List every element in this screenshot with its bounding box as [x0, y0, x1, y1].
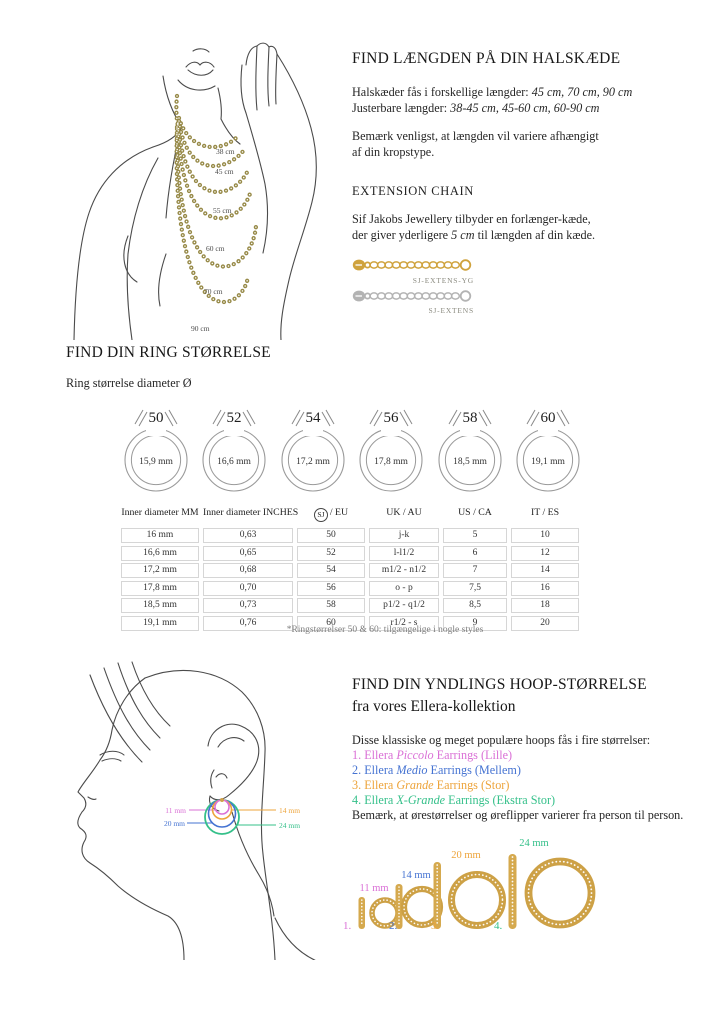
hoop-circle-11mm: [215, 800, 229, 814]
available-lengths-values: 45 cm, 70 cm, 90 cm: [531, 85, 633, 99]
table-cell: 0,65: [203, 546, 293, 561]
table-cell: 16: [511, 581, 579, 596]
table-cell: 54: [297, 563, 365, 578]
svg-text:4.: 4.: [494, 920, 503, 932]
table-cell: 6: [443, 546, 507, 561]
extension-chain-silver-sku: SJ-EXTENS: [428, 306, 474, 315]
col-header-us-ca: US / CA: [458, 507, 492, 518]
table-cell: 7: [443, 563, 507, 578]
table-cell: 17,8 mm: [121, 581, 199, 596]
table-cell: l-l1/2: [369, 546, 439, 561]
svg-text:90 cm: 90 cm: [191, 324, 210, 333]
svg-text:14 mm: 14 mm: [279, 806, 301, 815]
table-cell: 52: [297, 546, 365, 561]
table-cell: 16 mm: [121, 528, 199, 543]
ring-size-58: [432, 400, 508, 494]
table-cell: 0,70: [203, 581, 293, 596]
necklace-strands: [176, 96, 256, 302]
necklace-length-labels: [191, 147, 235, 333]
table-cell: 7,5: [443, 581, 507, 596]
necklace-illustration: [60, 40, 340, 340]
adjustable-lengths-label: Justerbare længder:: [352, 101, 448, 115]
table-cell: j-k: [369, 528, 439, 543]
col-header-it-es: IT / ES: [530, 507, 560, 518]
svg-text:60 cm: 60 cm: [206, 244, 225, 253]
table-cell: 14: [511, 563, 579, 578]
svg-text:52: 52: [226, 410, 242, 426]
col-header-uk-au: UK / AU: [386, 507, 422, 518]
hoop-earrings-image: [338, 832, 608, 937]
svg-text:18,5 mm: 18,5 mm: [452, 457, 487, 467]
svg-text:3.: 3.: [431, 920, 440, 932]
svg-text:11 mm: 11 mm: [359, 883, 389, 894]
hoop-note: Bemærk, at ørestørrelser og øreflipper varierer fra person til person.: [352, 808, 684, 822]
ring-section-subtitle: Ring størrelse diameter Ø: [66, 376, 192, 390]
svg-text:11 mm: 11 mm: [165, 806, 186, 815]
svg-text:15,9 mm: 15,9 mm: [139, 457, 173, 467]
ring-size-56: [353, 400, 429, 494]
svg-text:2.: 2.: [389, 920, 398, 932]
table-cell: 18: [511, 598, 579, 613]
adjustable-lengths-values: 38-45 cm, 45-60 cm, 60-90 cm: [450, 101, 600, 115]
ring-size-52: [196, 400, 272, 494]
col-header-mm: Inner diameter MM: [121, 507, 199, 518]
svg-text:58: 58: [462, 410, 478, 426]
col-header-inches: Inner diameter INCHES: [203, 507, 299, 518]
table-cell: m1/2 - n1/2: [369, 563, 439, 578]
available-lengths-label: Halskæder fås i forskellige længder:: [352, 85, 529, 99]
col-header-sj-eu: SJ / EU: [297, 507, 365, 522]
hoop-pair-20mm: [431, 850, 503, 932]
table-cell: 18,5 mm: [121, 598, 199, 613]
hoop-pair-24mm: [494, 838, 592, 932]
table-cell: 58: [297, 598, 365, 613]
table-cell: p1/2 - q1/2: [369, 598, 439, 613]
ring-table-header: [121, 507, 579, 522]
table-cell: 0,68: [203, 563, 293, 578]
table-cell: 16,6 mm: [121, 546, 199, 561]
table-cell: 9: [443, 616, 507, 631]
table-cell: 17,2 mm: [121, 563, 199, 578]
svg-text:70 cm: 70 cm: [204, 287, 223, 296]
table-cell: 8,5: [443, 598, 507, 613]
ring-size-50: [118, 400, 194, 494]
svg-text:60: 60: [540, 410, 556, 426]
ring-diameter-row: [118, 400, 586, 494]
table-cell: 0,73: [203, 598, 293, 613]
extension-chain-silver-image: [350, 287, 474, 305]
svg-text:55 cm: 55 cm: [213, 206, 232, 215]
table-cell: 50: [297, 528, 365, 543]
extension-chain-gold-image: [350, 256, 474, 274]
table-cell: 0,63: [203, 528, 293, 543]
ring-size-54: [275, 400, 351, 494]
hoop-section-title: FIND DIN YNDLINGS HOOP-STØRRELSE: [352, 676, 647, 693]
table-cell: 10: [511, 528, 579, 543]
table-cell: 19,1 mm: [121, 616, 199, 631]
hoop-text-block: [352, 676, 722, 823]
svg-text:17,8 mm: 17,8 mm: [374, 457, 409, 467]
hoop-item-grande: 3. Ellera Grande Earrings (Stor): [352, 778, 510, 792]
svg-text:50: 50: [148, 410, 164, 426]
svg-text:19,1 mm: 19,1 mm: [531, 457, 565, 467]
ring-table-footnote: *Ringstørrelser 50 & 60: tilgængelige i nogle styles: [286, 625, 484, 635]
ring-size-60: [510, 400, 586, 494]
extension-chain-text: Sif Jakobs Jewellery tilbyder en forlænger-kæde, der giver yderligere 5 cm til længden af din kæde.: [352, 212, 596, 242]
svg-text:20 mm: 20 mm: [451, 850, 481, 861]
svg-text:16,6 mm: 16,6 mm: [217, 457, 252, 467]
extension-chain-gold-sku: SJ-EXTENS-YG: [412, 276, 474, 285]
svg-text:56: 56: [383, 410, 399, 426]
svg-text:54: 54: [305, 410, 321, 426]
svg-text:14 mm: 14 mm: [401, 870, 431, 881]
table-cell: r1/2 - s: [369, 616, 439, 631]
ear-illustration: [60, 660, 340, 960]
woman-figure: [74, 43, 316, 340]
ring-table-body: [121, 528, 579, 631]
svg-text:24 mm: 24 mm: [519, 838, 549, 849]
hoop-section-subtitle: fra vores Ellera-kollektion: [352, 698, 516, 715]
ring-size-table: [121, 507, 579, 631]
table-cell: 0,76: [203, 616, 293, 631]
ear-hoop-diagram: [164, 798, 300, 834]
table-cell: 56: [297, 581, 365, 596]
hoop-item-medio: 2. Ellera Medio Earrings (Mellem): [352, 763, 521, 777]
hoop-item-xgrande: 4. Ellera X-Grande Earrings (Ekstra Stor): [352, 793, 556, 807]
table-cell: o - p: [369, 581, 439, 596]
table-cell: 60: [297, 616, 365, 631]
extension-chain-title: EXTENSION CHAIN: [352, 184, 474, 198]
table-cell: 12: [511, 546, 579, 561]
hoop-item-piccolo: 1. Ellera Piccolo Earrings (Lille): [352, 748, 513, 762]
table-cell: 5: [443, 528, 507, 543]
ear-stud: [220, 798, 224, 802]
svg-text:45 cm: 45 cm: [215, 167, 234, 176]
table-cell: 20: [511, 616, 579, 631]
svg-text:24 mm: 24 mm: [279, 821, 301, 830]
sj-logo-badge: SJ: [314, 508, 328, 522]
svg-text:17,2 mm: 17,2 mm: [295, 457, 330, 467]
hoop-intro: Disse klassiske og meget populære hoops fås i fire størrelser:: [352, 733, 651, 747]
necklace-title: FIND LÆNGDEN PÅ DIN HALSKÆDE: [352, 50, 621, 67]
svg-text:1.: 1.: [343, 920, 352, 932]
necklace-lengths: [352, 84, 632, 116]
svg-text:20 mm: 20 mm: [163, 819, 185, 828]
svg-text:38 cm: 38 cm: [216, 147, 235, 156]
necklace-note: Bemærk venligst, at længden vil variere afhængigt af din kropstype.: [352, 129, 599, 159]
ring-section-title: FIND DIN RING STØRRELSE: [66, 344, 271, 361]
